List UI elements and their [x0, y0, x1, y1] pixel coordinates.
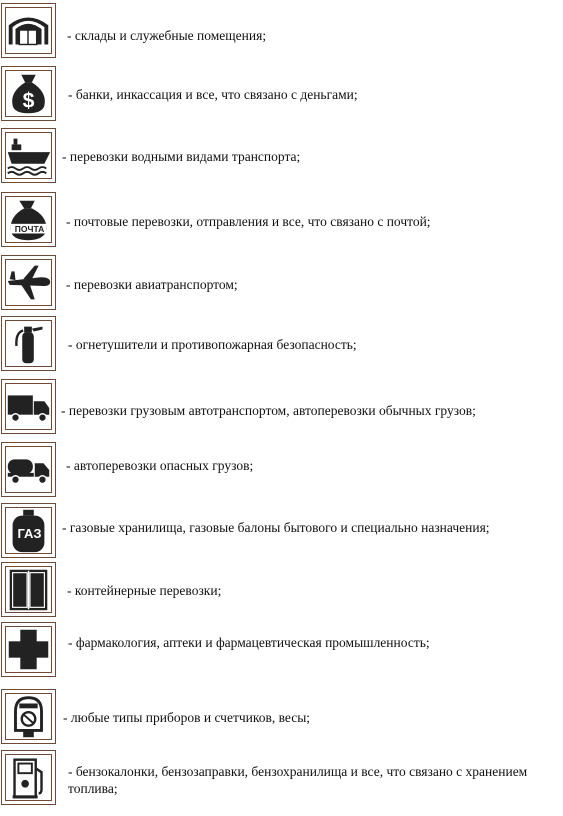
svg-text:$: $	[22, 89, 35, 113]
item-text: - банки, инкассация и все, что связано с деньгами;	[68, 87, 358, 102]
container-icon	[1, 562, 56, 617]
item-text: - перевозки грузовым автотранспортом, автоперевозки обычных грузов;	[61, 403, 476, 418]
money-bag-icon	[1, 66, 56, 121]
meter-icon	[1, 689, 56, 744]
item-text: - контейнерные перевозки;	[67, 583, 222, 598]
mail-bag-label: ПОЧТА	[14, 224, 45, 234]
gas-label: ГАЗ	[17, 526, 42, 541]
fire-extinguisher-icon	[1, 316, 56, 371]
item-text: - бензокалонки, бензозаправки, бензохранилища и все, что связано с хранением топлива;	[68, 764, 528, 796]
ship-icon	[1, 128, 56, 183]
gas-cylinder-icon	[1, 503, 56, 558]
item-text: - перевозки водными видами транспорта;	[62, 149, 301, 164]
mail-bag-icon	[1, 192, 56, 247]
item-text: - автоперевозки опасных грузов;	[66, 458, 254, 473]
warehouse-icon	[1, 3, 56, 58]
item-text: - любые типы приборов и счетчиков, весы;	[63, 710, 311, 725]
fuel-pump-icon	[1, 750, 56, 805]
item-text: - газовые хранилища, газовые балоны бытового и специально назначения;	[62, 520, 490, 535]
item-text: - перевозки авиатранспортом;	[66, 277, 238, 292]
item-text: - фармакология, аптеки и фармацевтическая промышленность;	[68, 635, 430, 650]
cross-icon	[1, 622, 56, 677]
airplane-icon	[1, 255, 56, 310]
truck-icon	[1, 379, 56, 434]
item-text: - почтовые перевозки, отправления и все, что связано с почтой;	[66, 214, 431, 229]
item-text: - огнетушители и противопожарная безопасность;	[68, 337, 357, 352]
tanker-truck-icon	[1, 442, 56, 497]
item-text: - склады и служебные помещения;	[67, 28, 267, 43]
